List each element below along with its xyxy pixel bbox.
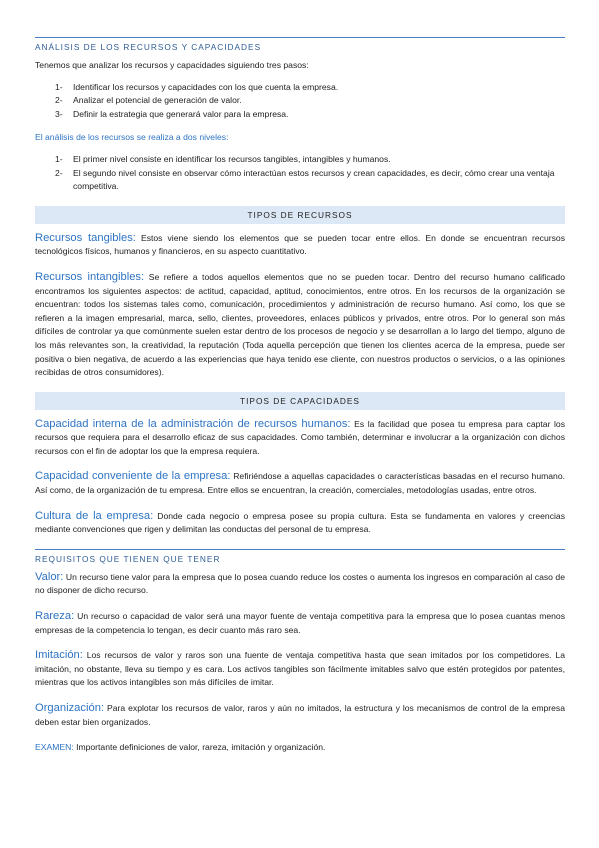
levels-heading: El análisis de los recursos se realiza a dos niveles: <box>35 132 229 143</box>
list-number: 1- <box>55 153 63 164</box>
paragraph-text: Se refiere a todos aquellos elementos que no se pueden tocar. Dentro del recurso humano calificado encontramos los siguientes aspectos: de actitud, capacidad, aptitud, conocimientos, entre otros. En los recursos de la organización se encuentran: todos los sistemas tales como, comunicación, procedimientos y administración de recurso humano. Así como, los que se refieren a la imagen empresarial, marca, sello, clientes, proveedores, enlaces públicos y privados, entre otros. Por lo general son más difíciles de controlar ya que comúnmente suelen estar dentro de los procesos de negocio y se desarrollan a lo largo del tiempo, alguno de los más relevantes son, la creatividad, la reputación (Toda aquella percepción que tienen los clientes acerca de la empresa, puede ser positiva o bien negativa, de acuerdo a las experiencias que haya tenido ese cliente, con nuestros productos o servicios, o a las opiniones recibidas de otros consumidores). <box>35 271 565 378</box>
exam-text: Importante definiciones de valor, rareza, imitación y organización. <box>73 742 326 753</box>
list-text: Identificar los recursos y capacidades con los que cuenta la empresa. <box>73 81 339 92</box>
term-label: Cultura de la empresa: <box>35 509 154 522</box>
term-label: Organización: <box>35 702 105 714</box>
paragraph-recursos-intangibles <box>35 271 565 380</box>
term-label: Recursos intangibles: <box>35 270 145 283</box>
paragraph-text: Los recursos de valor y raros son una fuente de ventaja competitiva hasta que sean imitados por los competidores. La imitación, no obstante, lleva su tiempo y es cara. Los activos tangibles son fácilmente imitables salvo que estén protegidos por patentes, mientras que los activos intangibles son más difíciles de imitar. <box>35 650 565 688</box>
paragraph-text: Para explotar los recursos de valor, raros y aún no imitados, la estructura y los mecanismos de control de la empresa deben estar bien organizados. <box>35 703 565 727</box>
list-text: Definir la estrategia que generará valor para la empresa. <box>73 108 289 119</box>
exam-label: EXAMEN: <box>35 742 74 753</box>
list-number: 1- <box>55 81 63 92</box>
list-item <box>35 153 565 167</box>
paragraph-organizacion <box>35 702 565 729</box>
section-title-analisis: ANÁLISIS DE LOS RECURSOS Y CAPACIDADES <box>35 42 262 52</box>
list-item <box>35 81 565 95</box>
exam-note <box>35 741 565 755</box>
section-band-tipos-recursos: TIPOS DE RECURSOS <box>35 206 565 224</box>
section-divider <box>35 37 565 38</box>
paragraph-cultura-empresa <box>35 510 565 537</box>
list-number: 2- <box>55 167 63 178</box>
paragraph-text: Donde cada negocio o empresa posee su propia cultura. Esta se fundamenta en valores y creencias mediante convenciones que rigen y delimitan las conductas del personal de tu empresa. <box>35 510 565 535</box>
paragraph-text: Refiriéndose a aquellas capacidades o características basadas en el recurso humano. Así como, de la organización de tu empresa. Entre ellos se encuentran, la creación, comerciales, metodologías usadas, entre otros. <box>35 471 566 496</box>
intro-text: Tenemos que analizar los recursos y capacidades siguiendo tres pasos: <box>35 60 309 70</box>
list-item <box>35 167 565 194</box>
list-text: El primer nivel consiste en identificar los recursos tangibles, intangibles y humanos. <box>73 153 391 164</box>
paragraph-rareza <box>35 610 565 637</box>
paragraph-recursos-tangibles <box>35 232 565 259</box>
paragraph-text: Un recurso tiene valor para la empresa que lo posea cuando reduce los costes o aumenta los ingresos en comparación al caso de no disponer de dicho recurso. <box>35 571 565 596</box>
list-item <box>35 94 565 108</box>
paragraph-text: Un recurso o capacidad de valor será una mayor fuente de ventaja competitiva para la empresa que lo posea cuantas menos empresas de la competencia lo tengan, es decir cuanto más raro sea. <box>35 611 565 635</box>
levels-list <box>35 153 565 194</box>
list-text: Analizar el potencial de generación de valor. <box>73 95 242 106</box>
paragraph-valor <box>35 571 565 598</box>
term-label: Capacidad conveniente de la empresa: <box>35 470 231 483</box>
list-number: 2- <box>55 95 63 106</box>
term-label: Valor: <box>35 570 64 583</box>
term-label: Capacidad interna de la administración de recursos humanos: <box>35 417 351 430</box>
paragraph-text: Estos viene siendo los elementos que se pueden tocar entre ellos. En donde se encuentran recursos tecnológicos físicos, humanos y financieros, en su aspecto cuantitativo. <box>35 232 565 257</box>
paragraph-imitacion <box>35 649 565 690</box>
document-page <box>35 37 565 755</box>
paragraph-capacidad-conveniente <box>35 470 565 497</box>
list-text: El segundo nivel consiste en observar cómo interactúan estos recursos y crean capacidades, es decir, cómo crear una ventaja competitiva. <box>73 167 555 192</box>
section-band-tipos-capacidades: TIPOS DE CAPACIDADES <box>35 392 565 410</box>
paragraph-text: Es la facilidad que posea tu empresa para captar los recursos que requiera para el desarrollo eficaz de sus capacidades. Como también, determinar e involucrar a la organización con dichos recursos con el fin de adoptar los que la empresa requiera. <box>35 418 565 456</box>
list-number: 3- <box>55 108 63 119</box>
term-label: Imitación: <box>35 649 83 662</box>
term-label: Rareza: <box>35 610 75 623</box>
steps-list <box>35 81 565 122</box>
paragraph-capacidad-interna <box>35 418 565 459</box>
list-item <box>35 108 565 122</box>
term-label: Recursos tangibles: <box>35 231 136 244</box>
section-divider <box>35 549 565 550</box>
section-title-requisitos: REQUISITOS QUE TIENEN QUE TENER <box>35 553 221 564</box>
